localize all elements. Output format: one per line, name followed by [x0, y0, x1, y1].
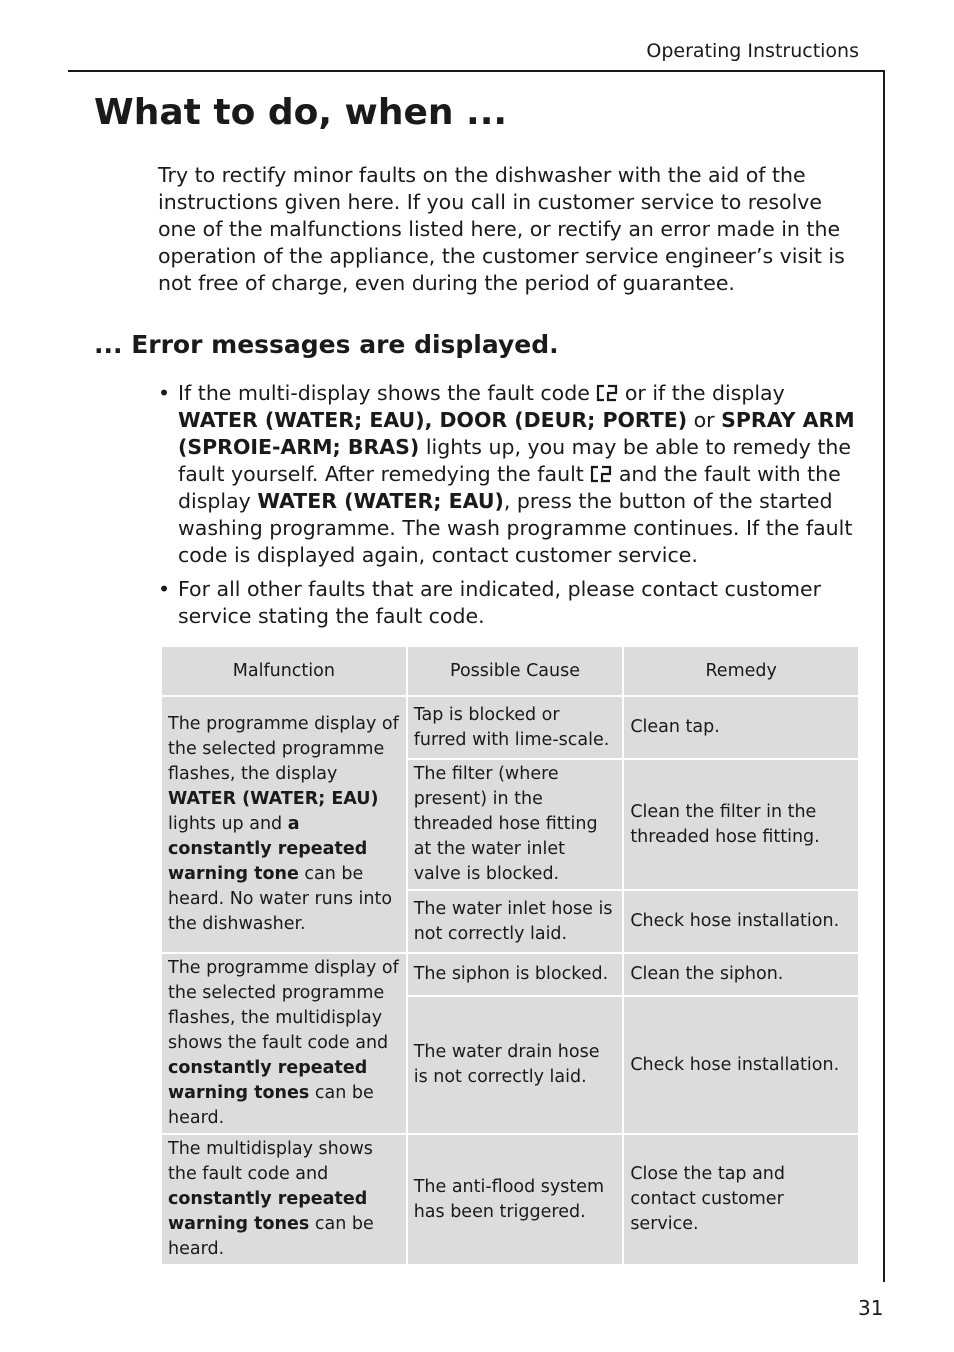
header-malfunction: Malfunction [162, 647, 406, 695]
text-run: lights up, you may be able to remedy the fault yourself. After remedying the fault [178, 435, 851, 486]
cause-cell: The water drain hose is not correctly laid. [408, 997, 623, 1133]
bold-run: WATER (WATER; EAU), DOOR (DEUR; PORTE) [178, 408, 688, 432]
bullet-dot: • [158, 577, 171, 601]
text-run: can be heard. No water runs into the dishwasher. [168, 864, 393, 934]
c2-segment-display-icon [596, 382, 618, 400]
text-run: and the fault with the display [178, 462, 841, 513]
remedy-cell: Check hose installation. [624, 891, 858, 952]
cause-cell: The siphon is blocked. [408, 954, 623, 995]
cause-cell: The filter (where present) in the threaded hose fitting at the water inlet valve is blocked. [408, 760, 623, 889]
text-run: , press the button of the started washing programme. The wash programme continues. If the fault code is displayed again, contact customer service. [178, 489, 853, 567]
text-run: or if the display [618, 381, 785, 405]
intro-paragraph: Try to rectify minor faults on the dishwasher with the aid of the instructions given here. If you call in customer service to resolve one of the malfunctions listed here, or rectify an error made in the operation of the appliance, the customer service engineer’s visit is not free of charge, even during the period of guarantee. [158, 163, 845, 295]
bullet-item [158, 576, 858, 630]
header-remedy: Remedy [624, 647, 858, 695]
bullet-dot: • [158, 381, 171, 405]
text-run: can be heard. [168, 1083, 374, 1128]
malfunction-cell [162, 1135, 406, 1264]
text-run: The programme display of the selected programme flashes, the multidisplay shows the fault code and [168, 958, 399, 1053]
bold-run: constantly repeated warning tones [168, 1058, 368, 1103]
bold-run: a constantly repeated warning tone [168, 814, 368, 884]
table-row [162, 954, 858, 995]
table-row [162, 1135, 858, 1264]
remedy-cell: Check hose installation. [624, 997, 858, 1133]
bullet-text [178, 380, 858, 569]
section-title: ... Error messages are displayed. [94, 330, 559, 359]
text-run: The multidisplay shows the fault code and [168, 1139, 373, 1184]
table-header-row [162, 647, 858, 695]
running-header: Operating Instructions [646, 40, 859, 62]
text-run: lights up and [168, 814, 288, 834]
remedy-cell: Clean tap. [624, 697, 858, 758]
table-row [162, 697, 858, 758]
bullet-text: For all other faults that are indicated, please contact customer service stating the fault code. [178, 577, 822, 628]
remedy-cell: Close the tap and contact customer service. [624, 1135, 858, 1264]
cause-cell: Tap is blocked or furred with lime-scale. [408, 697, 623, 758]
bold-run: SPRAY ARM (SPROIE-ARM; BRAS) [178, 408, 855, 459]
header-rule [68, 70, 885, 72]
text-run: If the multi-display shows the fault code [178, 381, 597, 405]
cause-cell: The anti-flood system has been triggered. [408, 1135, 623, 1264]
bold-run: WATER (WATER; EAU) [168, 789, 379, 809]
text-run: The programme display of the selected programme flashes, the display [168, 714, 399, 784]
c2-segment-display-icon [590, 463, 612, 481]
side-rule [883, 70, 885, 1282]
page-title: What to do, when ... [94, 92, 508, 133]
header-possible-cause: Possible Cause [408, 647, 623, 695]
bullet-item [158, 380, 858, 569]
malfunction-cell [162, 697, 406, 952]
bold-run: constantly repeated warning tones [168, 1189, 368, 1234]
text-run: can be heard. [168, 1214, 374, 1259]
page-number: 31 [858, 1296, 884, 1320]
malfunction-cell [162, 954, 406, 1133]
cause-cell: The water inlet hose is not correctly laid. [408, 891, 623, 952]
remedy-cell: Clean the filter in the threaded hose fitting. [624, 760, 858, 889]
fault-table [160, 645, 860, 1266]
bold-run: WATER (WATER; EAU) [257, 489, 504, 513]
text-run: or [687, 408, 722, 432]
remedy-cell: Clean the siphon. [624, 954, 858, 995]
